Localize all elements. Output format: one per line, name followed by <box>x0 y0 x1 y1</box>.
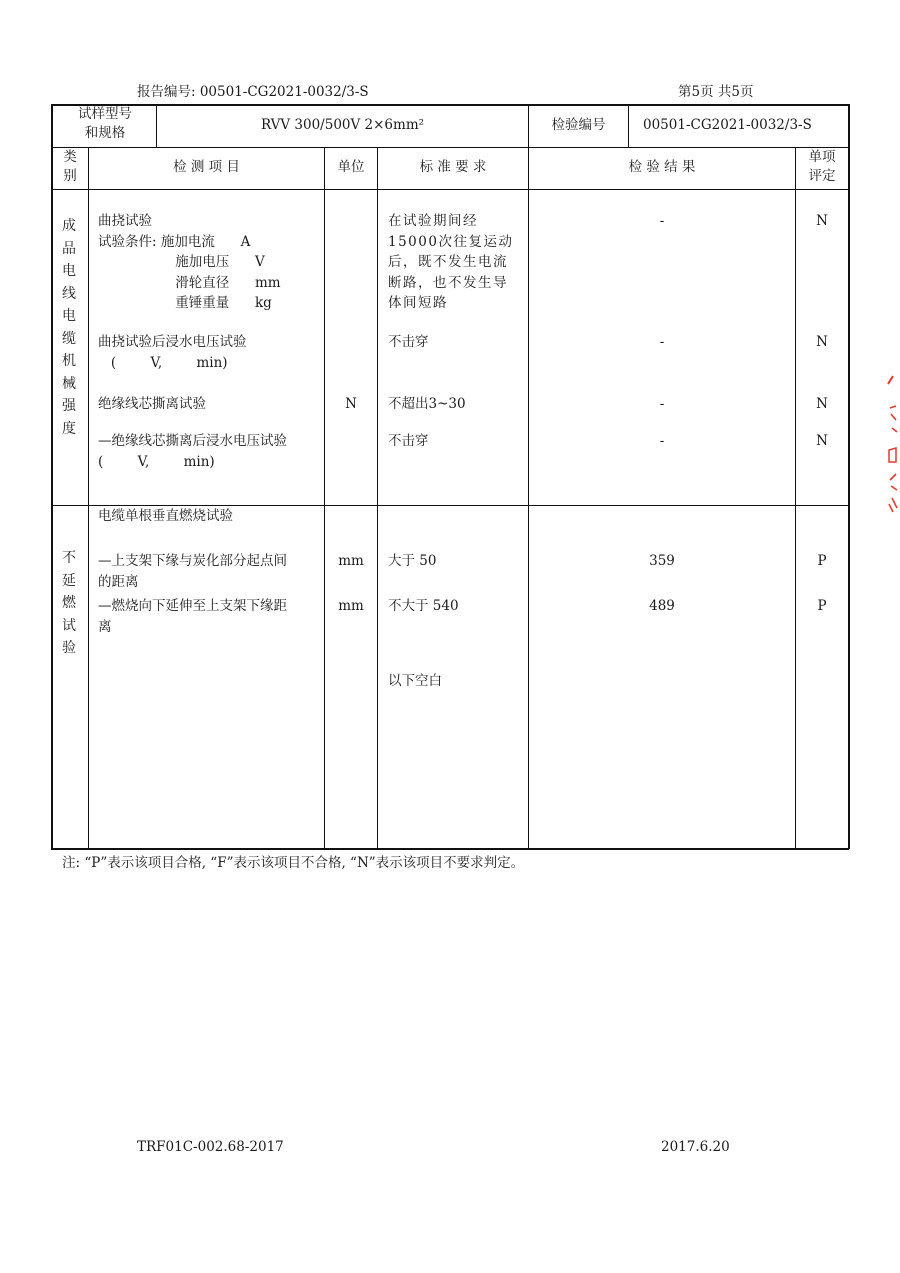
legend-note: 注: “P”表示该项目合格, “F”表示该项目不合格, “N”表示该项目不要求判定。 <box>62 855 525 871</box>
page-info: 第5页 共5页 <box>678 84 754 100</box>
sample-model-label: 试样型号 和规格 <box>78 106 132 141</box>
result-water-voltage-after-flex: - <box>659 334 665 350</box>
judgement-flex-test: N <box>816 213 828 229</box>
sample-model-value: RVV 300/500V 2×6mm² <box>260 117 425 133</box>
seal-stamp-fragment <box>884 370 900 520</box>
form-number: TRF01C-002.68-2017 <box>137 1139 284 1155</box>
judgement-water-voltage-after-flex: N <box>816 334 828 350</box>
judgement-core-tear-test: N <box>816 396 828 412</box>
standard-downward-burn-distance: 不大于 540 <box>388 598 459 614</box>
report-number: 报告编号: 00501-CG2021-0032/3-S <box>137 84 369 100</box>
judgement-char-distance: P <box>817 553 827 569</box>
inspection-number-value: 00501-CG2021-0032/3-S <box>643 117 812 133</box>
column-header-item: 检 测 项 目 <box>173 159 240 175</box>
column-header-standard: 标 准 要 求 <box>419 159 487 175</box>
category-mechanical-strength: 成品电线电缆机械强度 <box>62 218 76 437</box>
item-water-voltage-after-flex: 曲挠试验后浸水电压试验 ( V, min) <box>98 334 247 371</box>
standard-water-voltage-after-tear: 不击穿 <box>388 433 429 449</box>
result-flex-test: - <box>659 213 665 229</box>
unit-char-distance: mm <box>338 553 364 569</box>
inspection-number-label: 检验编号 <box>551 117 606 133</box>
column-header-category: 类 别 <box>63 149 77 184</box>
result-core-tear-test: - <box>659 396 665 412</box>
standard-core-tear-test: 不超出3~30 <box>388 396 466 412</box>
item-char-distance: —上支架下缘与炭化部分起点间 的距离 <box>98 553 287 590</box>
column-header-judgement: 单项 评定 <box>808 149 836 184</box>
result-water-voltage-after-tear: - <box>659 433 665 449</box>
category-flame-retardant: 不延燃试验 <box>62 550 76 656</box>
blank-below-note: 以下空白 <box>388 673 442 689</box>
standard-water-voltage-after-flex: 不击穿 <box>388 334 429 350</box>
unit-core-tear-test: N <box>345 396 357 412</box>
result-downward-burn-distance: 489 <box>649 598 675 614</box>
unit-downward-burn-distance: mm <box>338 598 364 614</box>
item-core-tear-test: 绝缘线芯撕离试验 <box>98 396 206 412</box>
standard-flex-test: 在试验期间经 15000次往复运动 后，既不发生电流 断路，也不发生导 体间短路 <box>388 213 514 311</box>
column-header-unit: 单位 <box>337 159 365 175</box>
judgement-downward-burn-distance: P <box>817 598 827 614</box>
section-heading-vertical-burn: 电缆单根垂直燃烧试验 <box>98 508 233 524</box>
judgement-water-voltage-after-tear: N <box>816 433 828 449</box>
column-header-result: 检 验 结 果 <box>628 159 696 175</box>
standard-char-distance: 大于 50 <box>388 553 437 569</box>
form-date: 2017.6.20 <box>661 1139 730 1155</box>
item-flex-test: 曲挠试验 试验条件: 施加电流 A 施加电压 V 滑轮直径 mm 重锤重量 kg <box>98 213 281 311</box>
result-char-distance: 359 <box>649 553 675 569</box>
item-water-voltage-after-tear: —绝缘线芯撕离后浸水电压试验 ( V, min) <box>98 433 287 470</box>
item-downward-burn-distance: —燃烧向下延伸至上支架下缘距 离 <box>98 598 287 635</box>
